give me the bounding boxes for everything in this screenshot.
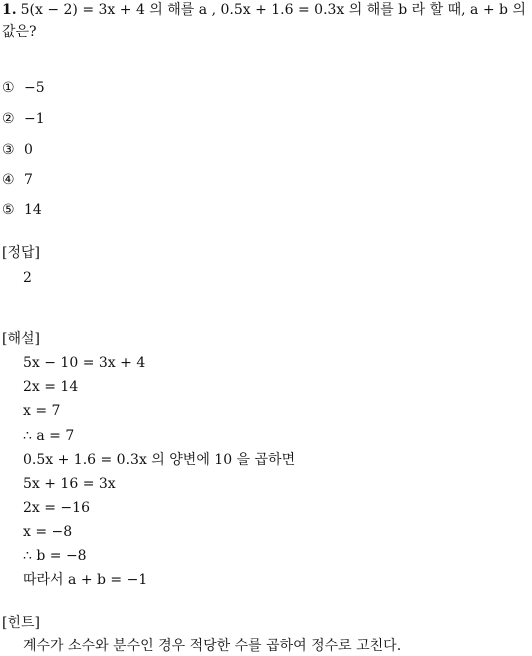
hint-text: 계수가 소수와 분수인 경우 적당한 수를 곱하여 정수로 고친다.	[23, 638, 402, 654]
solution-line: x = −8	[23, 524, 73, 540]
question-line-1	[2, 0, 526, 20]
option-1-value: −5	[24, 80, 45, 96]
hint-label: [힌트]	[2, 615, 40, 631]
option-5-marker: ⑤	[2, 202, 15, 218]
option-4-value: 7	[24, 172, 33, 188]
question-line-2	[2, 22, 37, 42]
option-1-marker: ①	[2, 80, 15, 96]
solution-line: ∴ b = −8	[23, 548, 87, 564]
option-3-marker: ③	[2, 142, 15, 158]
solution-line: ∴ a = 7	[23, 428, 75, 444]
option-2-marker: ②	[2, 111, 15, 127]
option-2	[2, 109, 45, 129]
solution-line: 5x + 16 = 3x	[23, 476, 116, 492]
solution-line: 따라서 a + b = −1	[23, 572, 148, 588]
option-4-marker: ④	[2, 172, 15, 188]
solution-line: 2x = 14	[23, 379, 79, 395]
solution-line: 5x − 10 = 3x + 4	[23, 355, 146, 371]
solution-label: [해설]	[2, 331, 40, 347]
solution-line: 2x = −16	[23, 500, 90, 516]
option-3-value: 0	[24, 142, 33, 158]
question-text-line-1: 5(x − 2) = 3x + 4 의 해를 a , 0.5x + 1.6 = 0.3x 의 해를 b 라 할 때, a + b 의	[20, 2, 526, 18]
option-5	[2, 200, 42, 220]
answer-value: 2	[23, 270, 32, 286]
answer-label: [정답]	[2, 245, 40, 261]
option-2-value: −1	[24, 111, 45, 127]
question-text-line-2: 값은?	[2, 24, 37, 40]
option-1	[2, 78, 45, 98]
solution-line: 0.5x + 1.6 = 0.3x 의 양변에 10 을 곱하면	[23, 452, 296, 468]
option-5-value: 14	[24, 202, 42, 218]
solution-line: x = 7	[23, 403, 61, 419]
option-3	[2, 140, 33, 160]
option-4	[2, 170, 33, 190]
question-number: 1.	[2, 2, 17, 18]
